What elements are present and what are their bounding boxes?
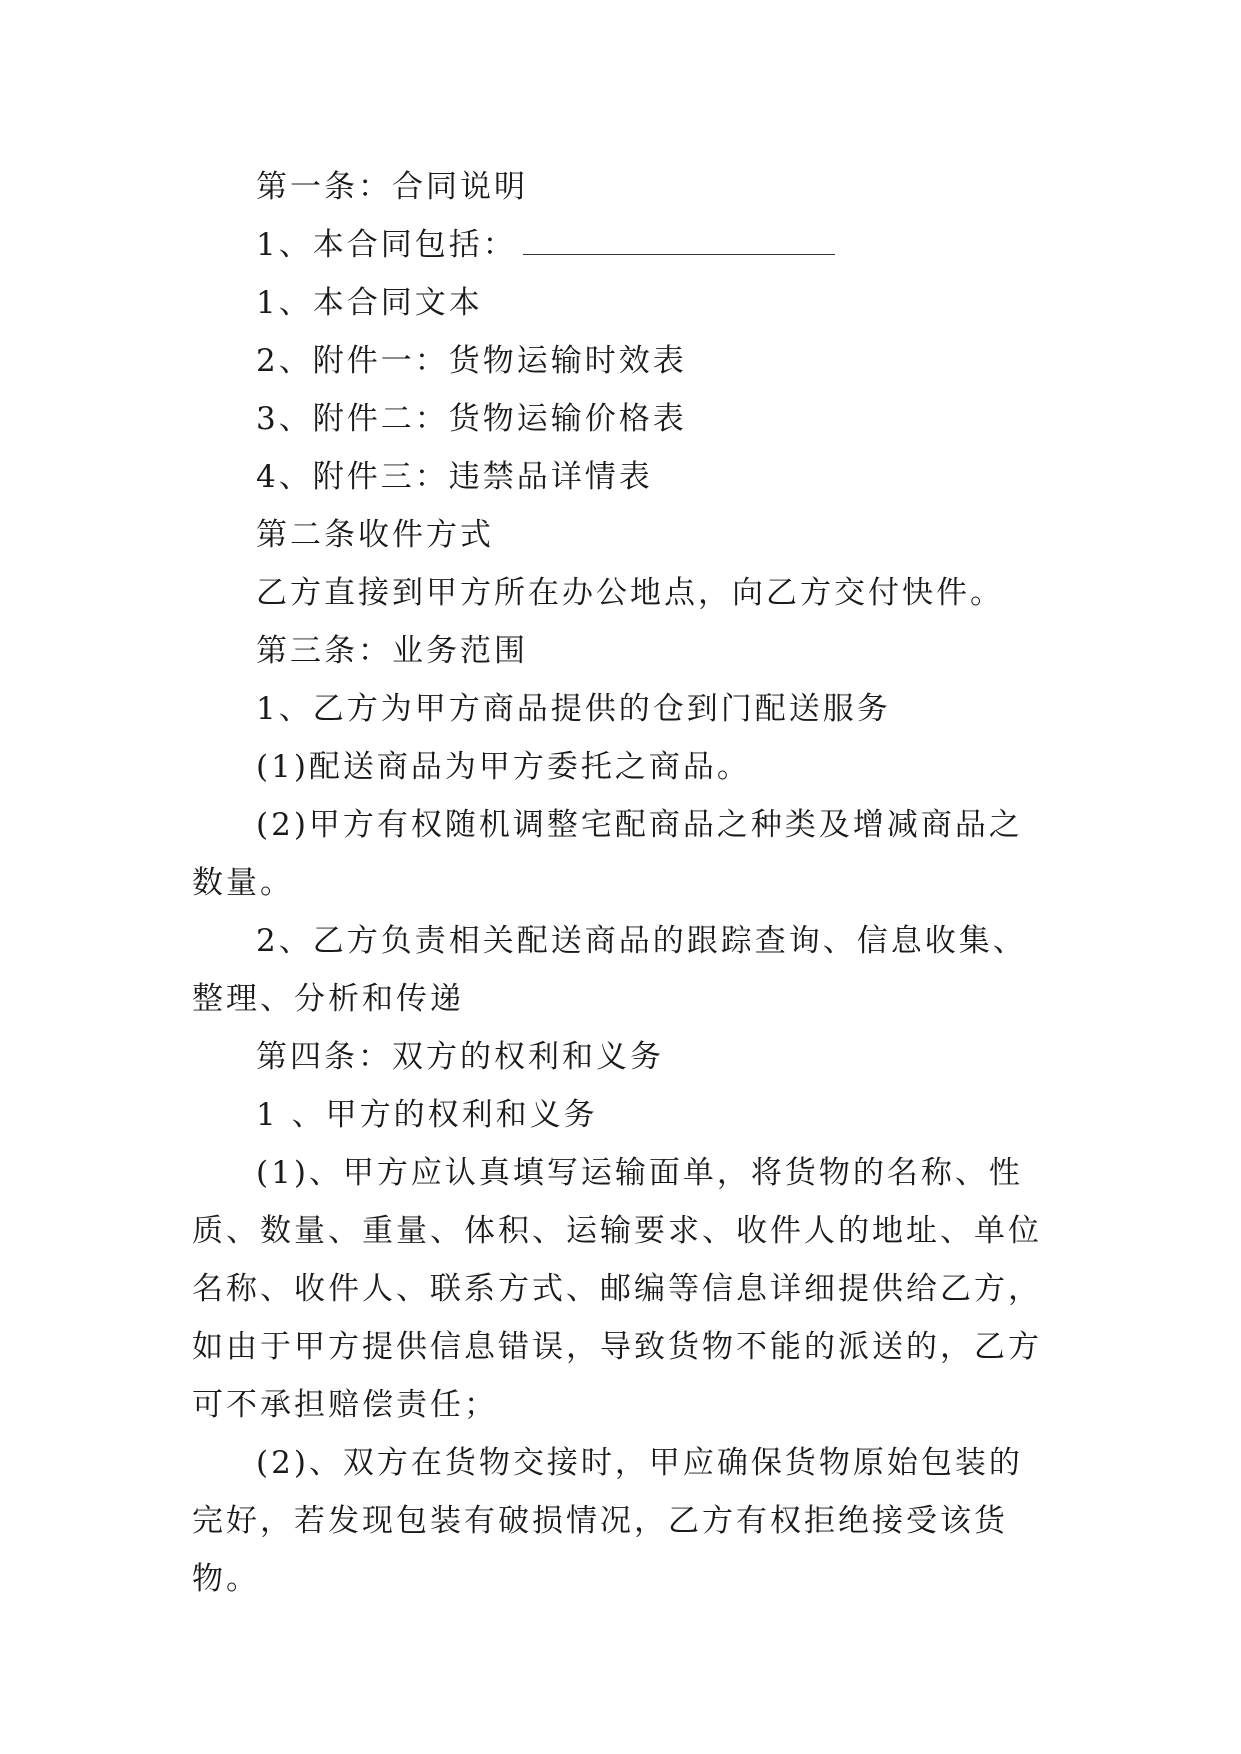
list-item: 4、附件三：违禁品详情表 xyxy=(256,459,653,495)
article-2-heading: 第二条收件方式 xyxy=(256,517,494,553)
paragraph: 1 、甲方的权利和义务 xyxy=(256,1097,598,1133)
paragraph: (1)、甲方应认真填写运输面单，将货物的名称、性质、数量、重量、体积、运输要求、收件人的地址、单位名称、收件人、联系方式、邮编等信息详细提供给乙方，如由于甲方提供信息错误，导致货物不能的派送的，乙方可不承担赔偿责任； xyxy=(192,1155,1042,1423)
list-item: 3、附件二：货物运输价格表 xyxy=(256,401,687,437)
article-4-heading: 第四条：双方的权利和义务 xyxy=(256,1039,664,1075)
document-body xyxy=(192,158,1054,1608)
contract-includes-line xyxy=(192,216,1054,274)
paragraph: 乙方直接到甲方所在办公地点，向乙方交付快件。 xyxy=(256,575,1004,611)
list-item: 2、附件一：货物运输时效表 xyxy=(256,343,687,379)
paragraph: 1、乙方为甲方商品提供的仓到门配送服务 xyxy=(256,691,891,727)
article-3-heading: 第三条：业务范围 xyxy=(256,633,528,669)
paragraph: (2)甲方有权随机调整宅配商品之种类及增减商品之数量。 xyxy=(192,807,1023,901)
fill-in-blank xyxy=(523,228,835,255)
article-1-heading: 第一条：合同说明 xyxy=(256,169,528,205)
list-item: 1、本合同文本 xyxy=(256,285,483,321)
paragraph: (1)配送商品为甲方委托之商品。 xyxy=(256,749,751,785)
paragraph: (2)、双方在货物交接时，甲应确保货物原始包装的完好，若发现包装有破损情况，乙方有权拒绝接受该货物。 xyxy=(192,1445,1023,1597)
paragraph: 2、乙方负责相关配送商品的跟踪查询、信息收集、整理、分析和传递 xyxy=(192,923,1027,1017)
contract-includes-label: 1、本合同包括： xyxy=(256,227,517,263)
